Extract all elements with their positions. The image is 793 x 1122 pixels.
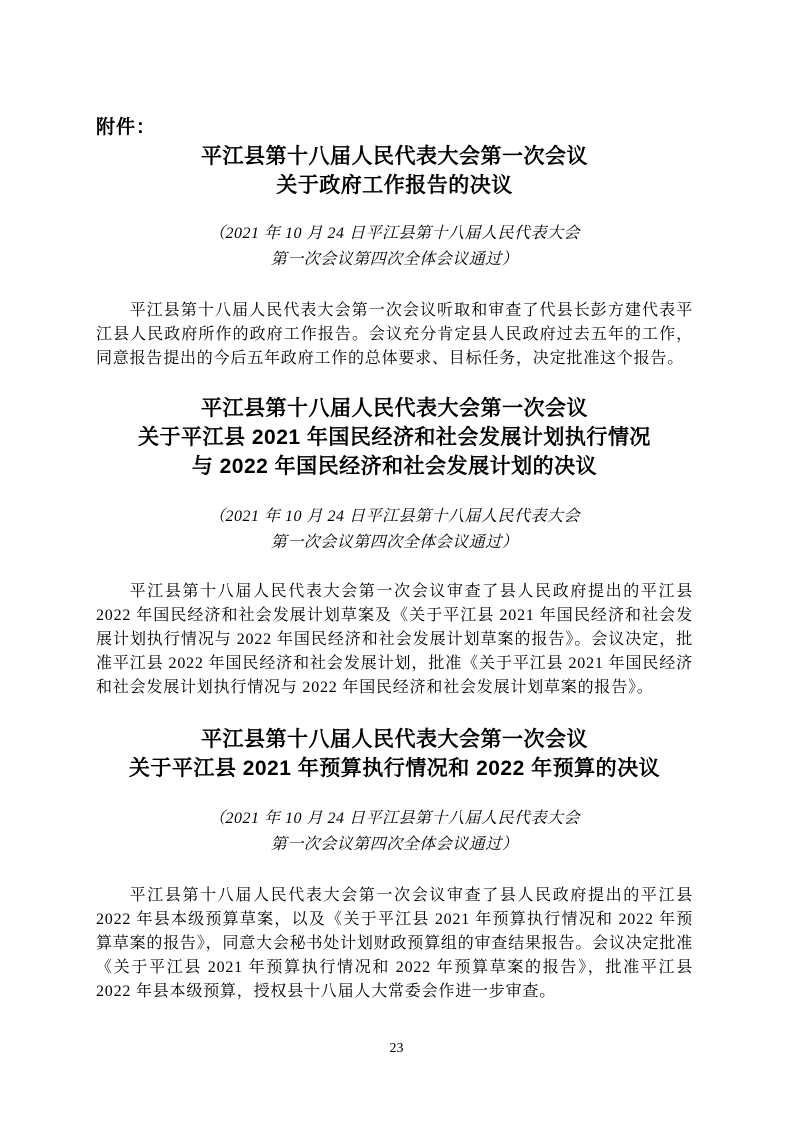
section-title-line: 平江县第十八届人民代表大会第一次会议	[201, 397, 588, 420]
section-1-body-paragraph: 平江县第十八届人民代表大会第一次会议听取和审查了代县长彭方建代表平江县人民政府所作的政府工作报告。会议充分肯定县人民政府过去五年的工作，同意报告提出的今后五年政府工作的总体要求、目标任务，决定批准这个报告。	[96, 302, 693, 367]
section-title-line: 关于政府工作报告的决议	[276, 174, 513, 197]
attachment-label: 附件：	[96, 117, 157, 138]
date-line: 第一次会议第四次全体会议通过）	[270, 534, 519, 551]
section-title-line: 平江县第十八届人民代表大会第一次会议	[201, 728, 588, 751]
section-2-title	[96, 394, 693, 481]
section-title-line: 关于平江县 2021 年预算执行情况和 2022 年预算的决议	[128, 757, 661, 780]
page-number: 23	[389, 1041, 404, 1056]
section-2-body-paragraph: 平江县第十八届人民代表大会第一次会议审查了县人民政府提出的平江县 2022 年国民经济和社会发展计划草案及《关于平江县 2021 年国民经济和社会发展计划执行情况与 2022 年国民经济和社会发展计划草案的报告》。会议决定，批准平江县 2022 年国民经济和社会发展计划，批准《关于平江县 2021 年国民经济和社会发展计划执行情况与 2022 年国民经济和社会发展计划草案的报告》。	[96, 583, 693, 696]
section-3-title	[96, 725, 693, 783]
date-line: 第一次会议第四次全体会议通过）	[270, 836, 519, 853]
section-3-dateline	[96, 806, 693, 858]
section-2-dateline	[96, 504, 693, 556]
date-line: 第一次会议第四次全体会议通过）	[270, 251, 519, 268]
section-title-line: 关于平江县 2021 年国民经济和社会发展计划执行情况	[138, 426, 651, 449]
section-title-line: 与 2022 年国民经济和社会发展计划的决议	[191, 455, 598, 478]
date-line: （2021 年 10 月 24 日平江县第十八届人民代表大会	[208, 810, 580, 827]
date-line: （2021 年 10 月 24 日平江县第十八届人民代表大会	[208, 225, 580, 242]
date-line: （2021 年 10 月 24 日平江县第十八届人民代表大会	[208, 508, 580, 525]
section-1-title	[96, 142, 693, 200]
section-1-dateline	[96, 221, 693, 273]
section-title-line: 平江县第十八届人民代表大会第一次会议	[201, 145, 588, 168]
section-3-body-paragraph: 平江县第十八届人民代表大会第一次会议审查了县人民政府提出的平江县 2022 年县本级预算草案，以及《关于平江县 2021 年预算执行情况和 2022 年预算草案的报告》，同意大会秘书处计划财政预算组的审查结果报告。会议决定批准《关于平江县 2021 年预算执行情况和 2022 年预算草案的报告》，批准平江县 2022 年县本级预算，授权县十八届人大常委会作进一步审查。	[96, 887, 693, 1000]
